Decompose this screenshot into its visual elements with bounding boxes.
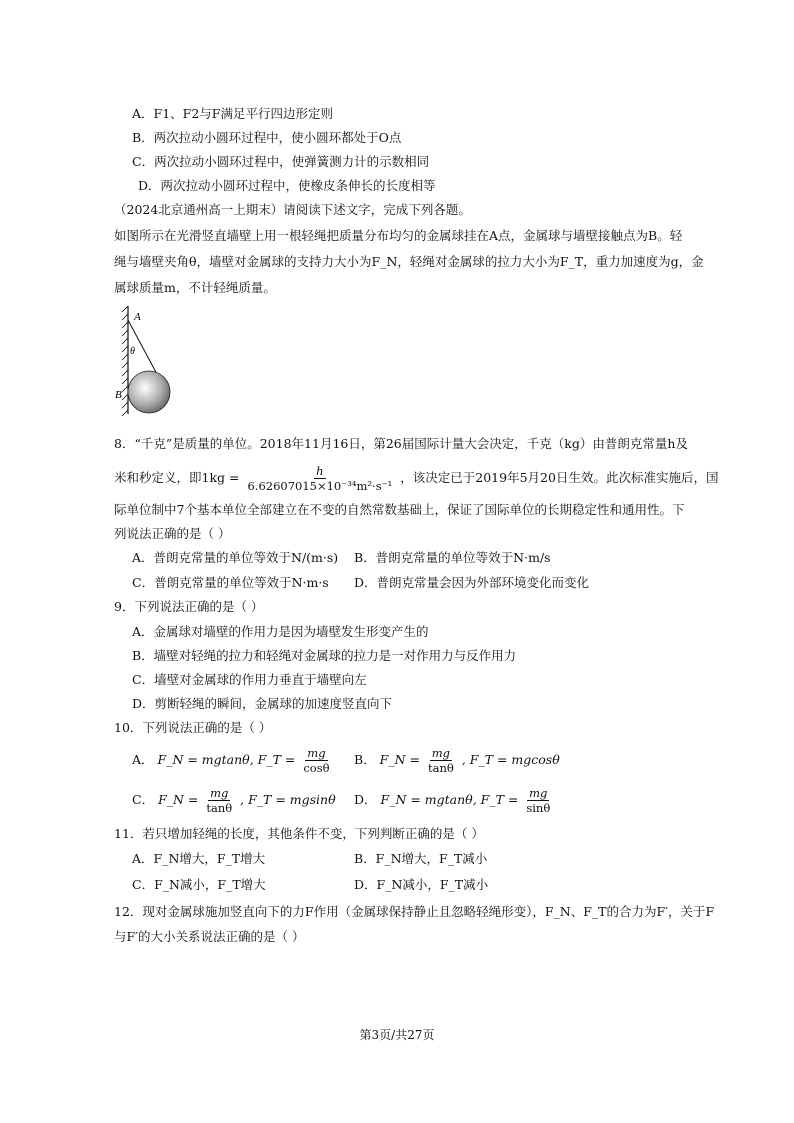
q10-option-d-fraction xyxy=(524,786,552,815)
metal-ball xyxy=(128,371,170,413)
q10-stem: 10．下列说法正确的是（ ） xyxy=(114,720,272,735)
q10-option-a-fraction xyxy=(301,746,331,775)
page-footer: 第3页/共27页 xyxy=(359,1028,435,1042)
label-theta: θ xyxy=(130,346,135,357)
q8-line-2-post: ，该决定已于2019年5月20日生效。此次标准实施后，国 xyxy=(400,470,719,485)
q8-option-a: A．普朗克常量的单位等效于N/(m·s) xyxy=(132,550,339,565)
q12-line-2: 与F′的大小关系说法正确的是（ ） xyxy=(114,929,305,944)
q11-option-d: D．F_N减小，F_T减小 xyxy=(354,877,489,892)
q11-option-a: A．F_N增大，F_T增大 xyxy=(132,851,266,866)
q12-line-1: 12．现对金属球施加竖直向下的力F作用（金属球保持静止且忽略轻绳形变），F_N、F_T的合力为F′，关于F xyxy=(114,904,715,919)
q7-option-d: D．两次拉动小圆环过程中，使橡皮条伸长的长度相等 xyxy=(138,178,436,193)
label-a: A xyxy=(134,311,141,323)
q10-option-b-fn: F_N = xyxy=(379,752,420,767)
passage-source: （2024北京通州高一上期末）请阅读下述文字，完成下列各题。 xyxy=(114,202,471,217)
q10-option-d xyxy=(354,785,554,815)
q10-option-c xyxy=(132,785,336,815)
q10-option-b-num: mg xyxy=(431,746,451,760)
q10-option-d-den: sinθ xyxy=(526,801,551,815)
q10-option-d-num: mg xyxy=(529,786,548,800)
q11-stem: 11．若只增加轻绳的长度，其他条件不变，下列判断正确的是（ ） xyxy=(114,826,484,841)
q10-option-a-label: A． xyxy=(132,752,154,767)
q8-line-2-pre: 米和秒定义，即1kg = xyxy=(114,470,240,485)
q10-option-a xyxy=(132,745,334,775)
q9-stem: 9．下列说法正确的是（ ） xyxy=(114,599,264,614)
q10-option-b-fraction xyxy=(426,746,456,775)
passage-line-2: 绳与墙壁夹角θ，墙壁对金属球的支持力大小为F_N，轻绳对金属球的拉力大小为F_T，重力加速度为g，金 xyxy=(114,254,704,269)
q8-line-4: 列说法正确的是（ ） xyxy=(114,526,231,541)
q7-option-b: B．两次拉动小圆环过程中，使小圆环都处于O点 xyxy=(132,130,402,145)
q10-option-b-label: B． xyxy=(354,752,376,767)
q10-option-c-den: tanθ xyxy=(206,801,233,815)
q8-option-b: B．普朗克常量的单位等效于N·m/s xyxy=(354,550,551,565)
wall-ball-diagram xyxy=(110,306,190,416)
q10-option-d-label: D． xyxy=(354,792,377,807)
q10-option-c-fraction xyxy=(204,786,234,815)
q10-option-b xyxy=(354,745,560,775)
q10-option-c-label: C． xyxy=(132,792,155,807)
q8-kg-formula xyxy=(245,464,394,493)
q8-line-1: 8．“千克”是质量的单位。2018年11月16日，第26届国际计量大会决定，千克（kg）由普朗克常量h及 xyxy=(114,436,688,451)
wall-hatching xyxy=(122,306,128,416)
q8-formula-numerator: h xyxy=(316,464,324,478)
wall-ball-figure xyxy=(110,306,190,419)
q8-option-c: C．普朗克常量的单位等效于N·m·s xyxy=(132,575,329,590)
passage-line-3: 属球质量m，不计轻绳质量。 xyxy=(114,280,276,295)
q10-option-b-den: tanθ xyxy=(427,761,454,775)
q8-line-3: 际单位制中7个基本单位全部建立在不变的自然常数基础上，保证了国际单位的长期稳定性和通用性。下 xyxy=(114,502,685,517)
label-b: B xyxy=(115,389,122,401)
q9-option-d: D．剪断轻绳的瞬间，金属球的加速度竖直向下 xyxy=(132,696,393,711)
q8-option-d: D．普朗克常量会因为外部环境变化而变化 xyxy=(354,575,590,590)
q7-option-c: C．两次拉动小圆环过程中，使弹簧测力计的示数相同 xyxy=(132,154,430,169)
q10-option-a-den: cosθ xyxy=(303,761,330,775)
q9-option-b: B．墙壁对轻绳的拉力和轻绳对金属球的拉力是一对作用力与反作用力 xyxy=(132,648,517,663)
q10-option-c-fn: F_N = xyxy=(158,792,199,807)
q8-line-2 xyxy=(114,463,718,493)
q10-option-a-num: mg xyxy=(307,746,326,760)
q7-option-a: A．F1、F2与F满足平行四边形定则 xyxy=(132,106,333,121)
q9-option-c: C．墙壁对金属球的作用力垂直于墙壁向左 xyxy=(132,672,367,687)
q9-option-a: A．金属球对墙壁的作用力是因为墙壁发生形变产生的 xyxy=(132,624,429,639)
q10-option-c-ft: , F_T = mgsinθ xyxy=(240,792,336,807)
passage-line-1: 如图所示在光滑竖直墙壁上用一根轻绳把质量分布均匀的金属球挂在A点，金属球与墙壁接触点为B。轻 xyxy=(114,228,683,243)
q10-option-b-ft: , F_T = mgcosθ xyxy=(461,752,560,767)
q10-option-a-fn: F_N = mgtanθ, F_T = xyxy=(157,752,296,767)
q10-option-d-fn: F_N = mgtanθ, F_T = xyxy=(380,792,519,807)
q8-formula-denominator: 6.62607015×10⁻³⁴m²·s⁻¹ xyxy=(247,479,393,493)
q10-option-c-num: mg xyxy=(210,786,229,800)
q11-option-c: C．F_N减小，F_T增大 xyxy=(132,877,266,892)
q11-option-b: B．F_N增大，F_T减小 xyxy=(354,851,488,866)
